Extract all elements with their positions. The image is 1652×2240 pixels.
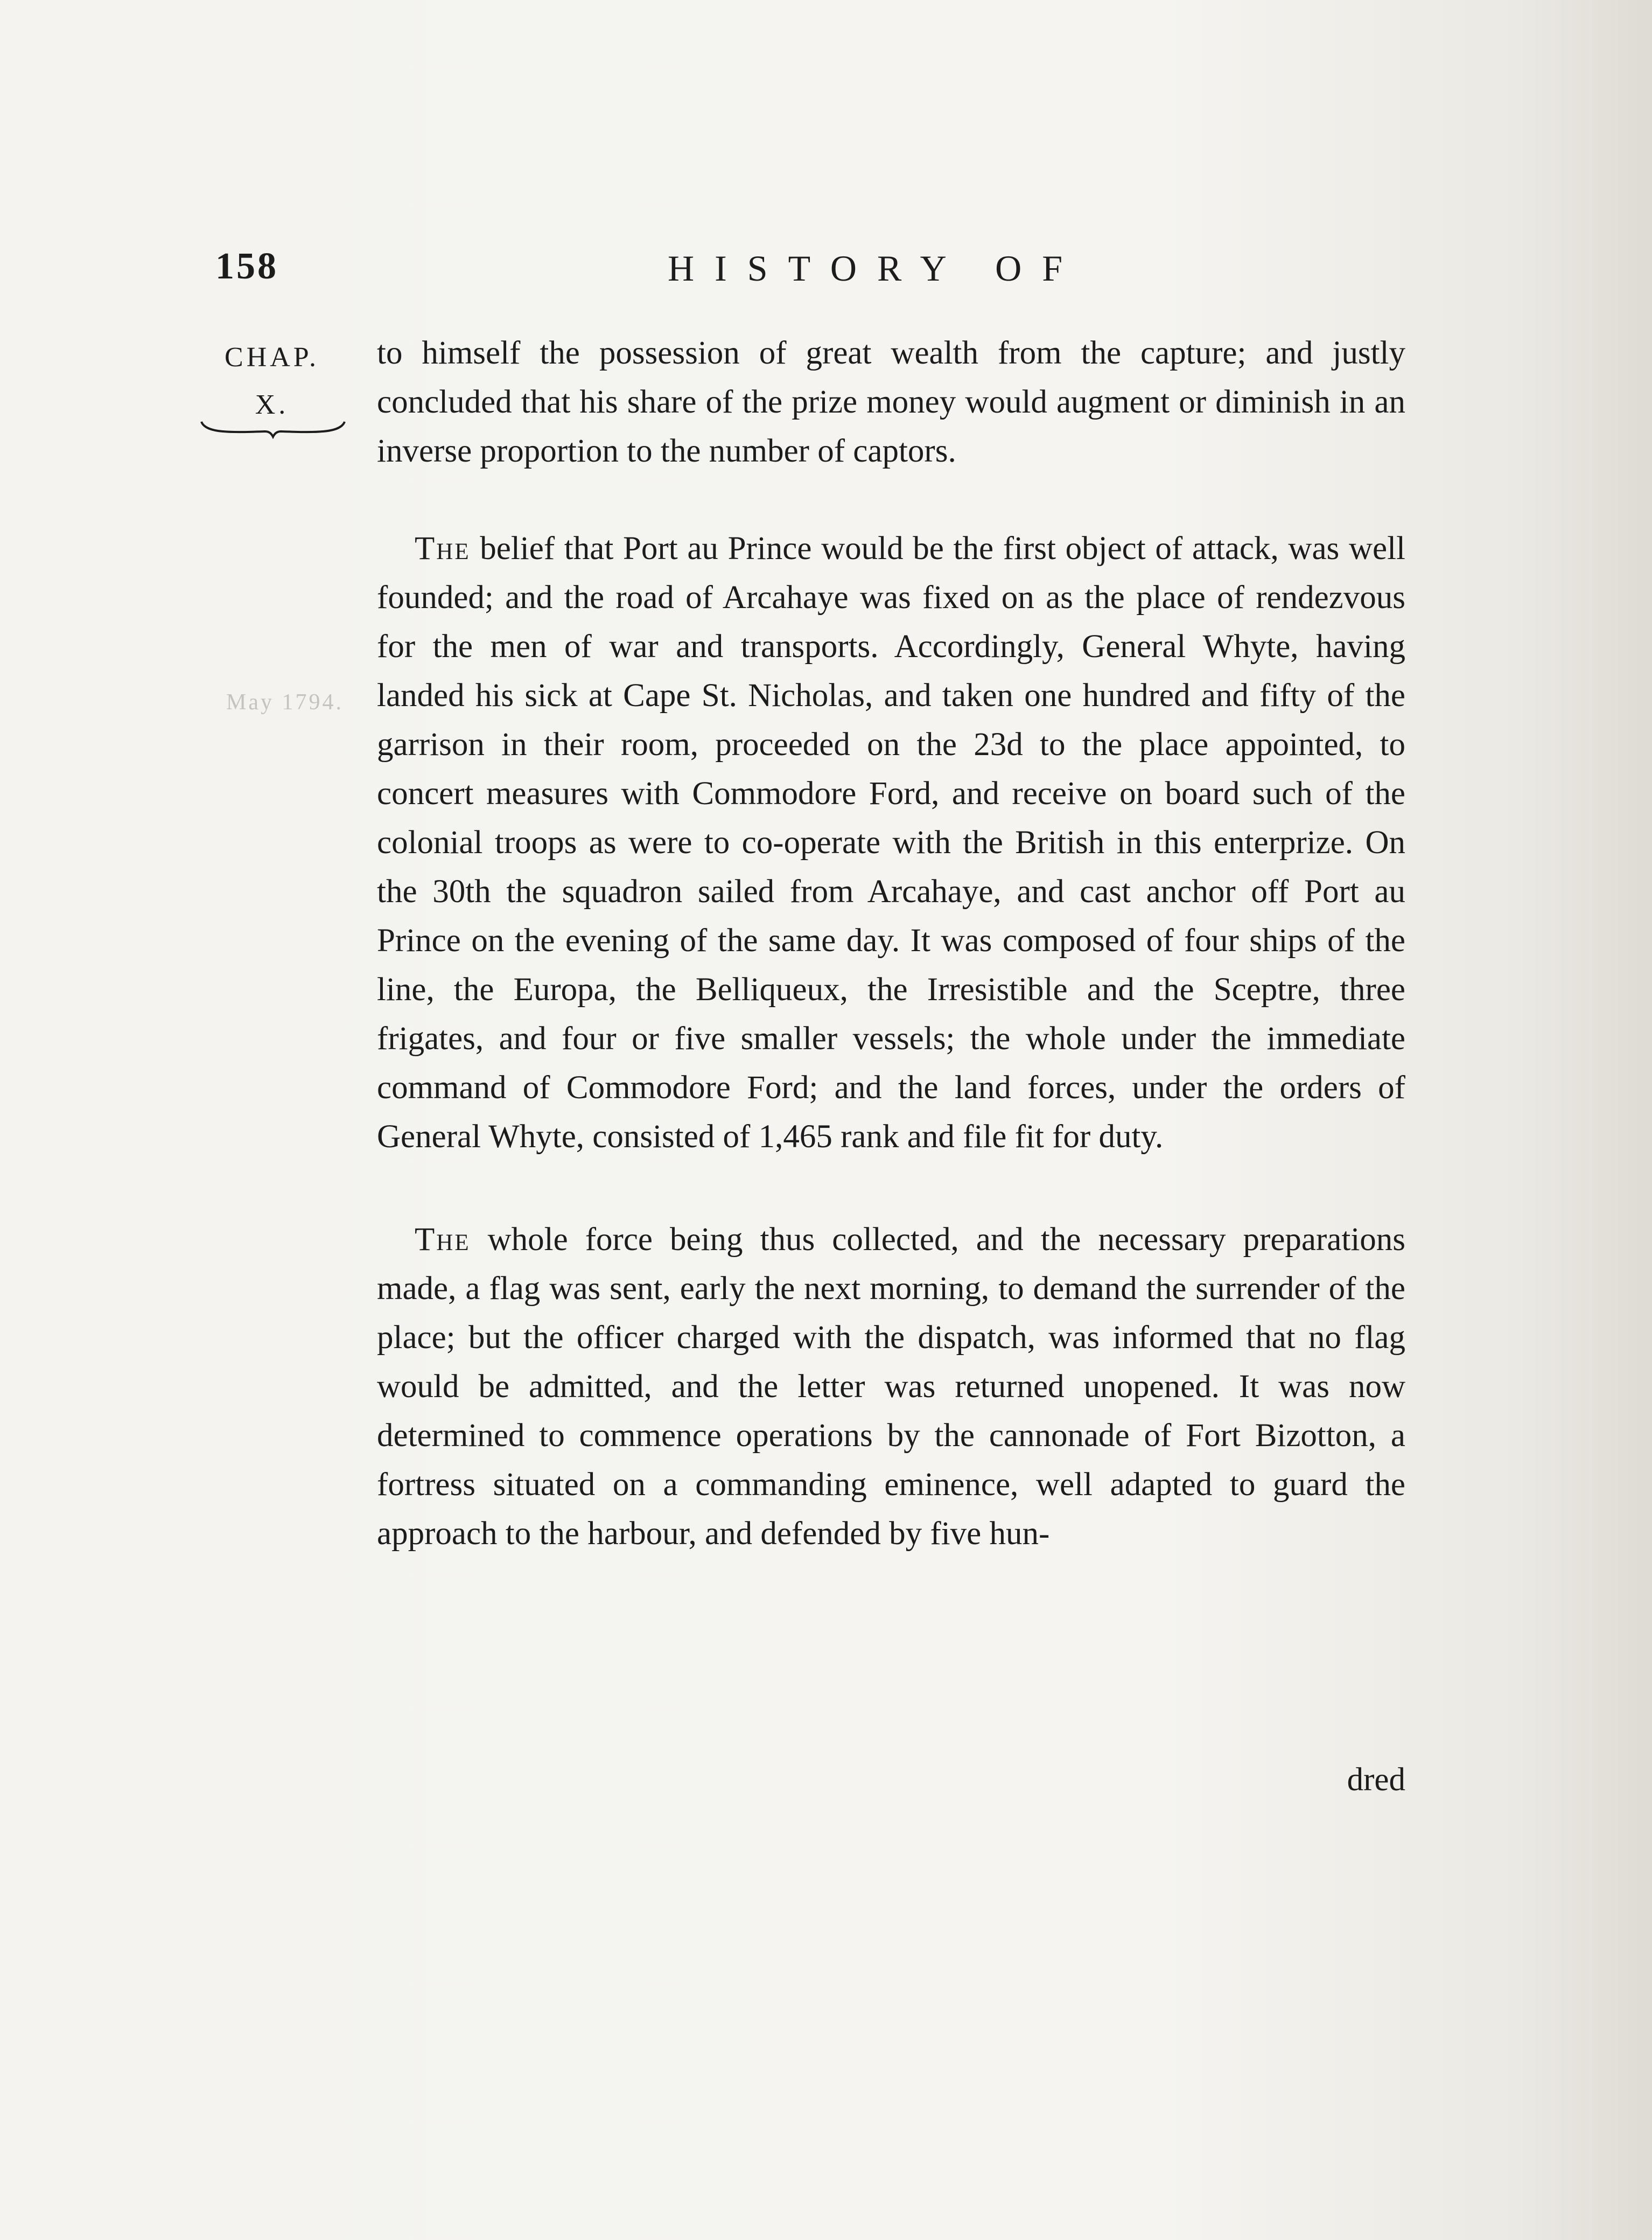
catchword: dred — [1347, 1762, 1405, 1798]
margin-date-note: May 1794. — [226, 690, 344, 715]
chapter-side-note — [199, 334, 345, 429]
paragraph-2-text: belief that Port au Prince would be the first object of attack, was well founded; and the road of Arcahaye was fixed on as the place of rendezvous for the men of war and transports. Accordingly, General Whyte, having landed his sick at Cape St. Nicholas, and taken one hundred and fifty of the garrison in their room, proceeded on the 23d to the place appointed, to concert measures with Commodore Ford, and receive on board such of the colonial troops as were to co-operate with the British in this enterprize. On the 30th the squadron sailed from Arcahaye, and cast anchor off Port au Prince on the evening of the same day. It was composed of four ships of the line, the Europa, the Belliqueux, the Irresistible and the Sceptre, three frigates, and four or five smaller vessels; the whole under the immediate command of Commodore Ford; and the land forces, under the orders of General Whyte, consisted of 1,465 rank and file fit for duty. — [377, 531, 1405, 1155]
chapter-label: CHAP. — [225, 342, 319, 373]
running-head — [0, 245, 1652, 299]
paragraph-1-text: to himself the possession of great wealth from the capture; and justly concluded that his share of the prize money would augment or diminish in an inverse proportion to the number of captors. — [377, 335, 1405, 469]
paragraph-2-lead: The — [415, 531, 471, 567]
paragraph-3 — [377, 1215, 1405, 1558]
paragraph-1 — [377, 329, 1405, 476]
paragraph-3-text: whole force being thus collected, and the necessary preparations made, a flag was sent, early the next morning, to demand the surrender of the place; but the officer charged with the dispatch, was informed that no flag would be admitted, and the letter was returned unopened. It was now determined to commence operations by the cannonade of Fort Bizotton, a fortress situated on a commanding eminence, well adapted to guard the approach to the harbour, and defended by five hun- — [377, 1222, 1405, 1552]
paragraph-3-lead: The — [415, 1222, 471, 1258]
page-number: 158 — [215, 246, 278, 287]
chapter-number: X. — [255, 389, 289, 420]
paragraph-2 — [377, 524, 1405, 1161]
running-title: HISTORY OF — [668, 248, 1083, 289]
brace-ornament — [200, 417, 346, 439]
body-text — [377, 329, 1405, 1558]
